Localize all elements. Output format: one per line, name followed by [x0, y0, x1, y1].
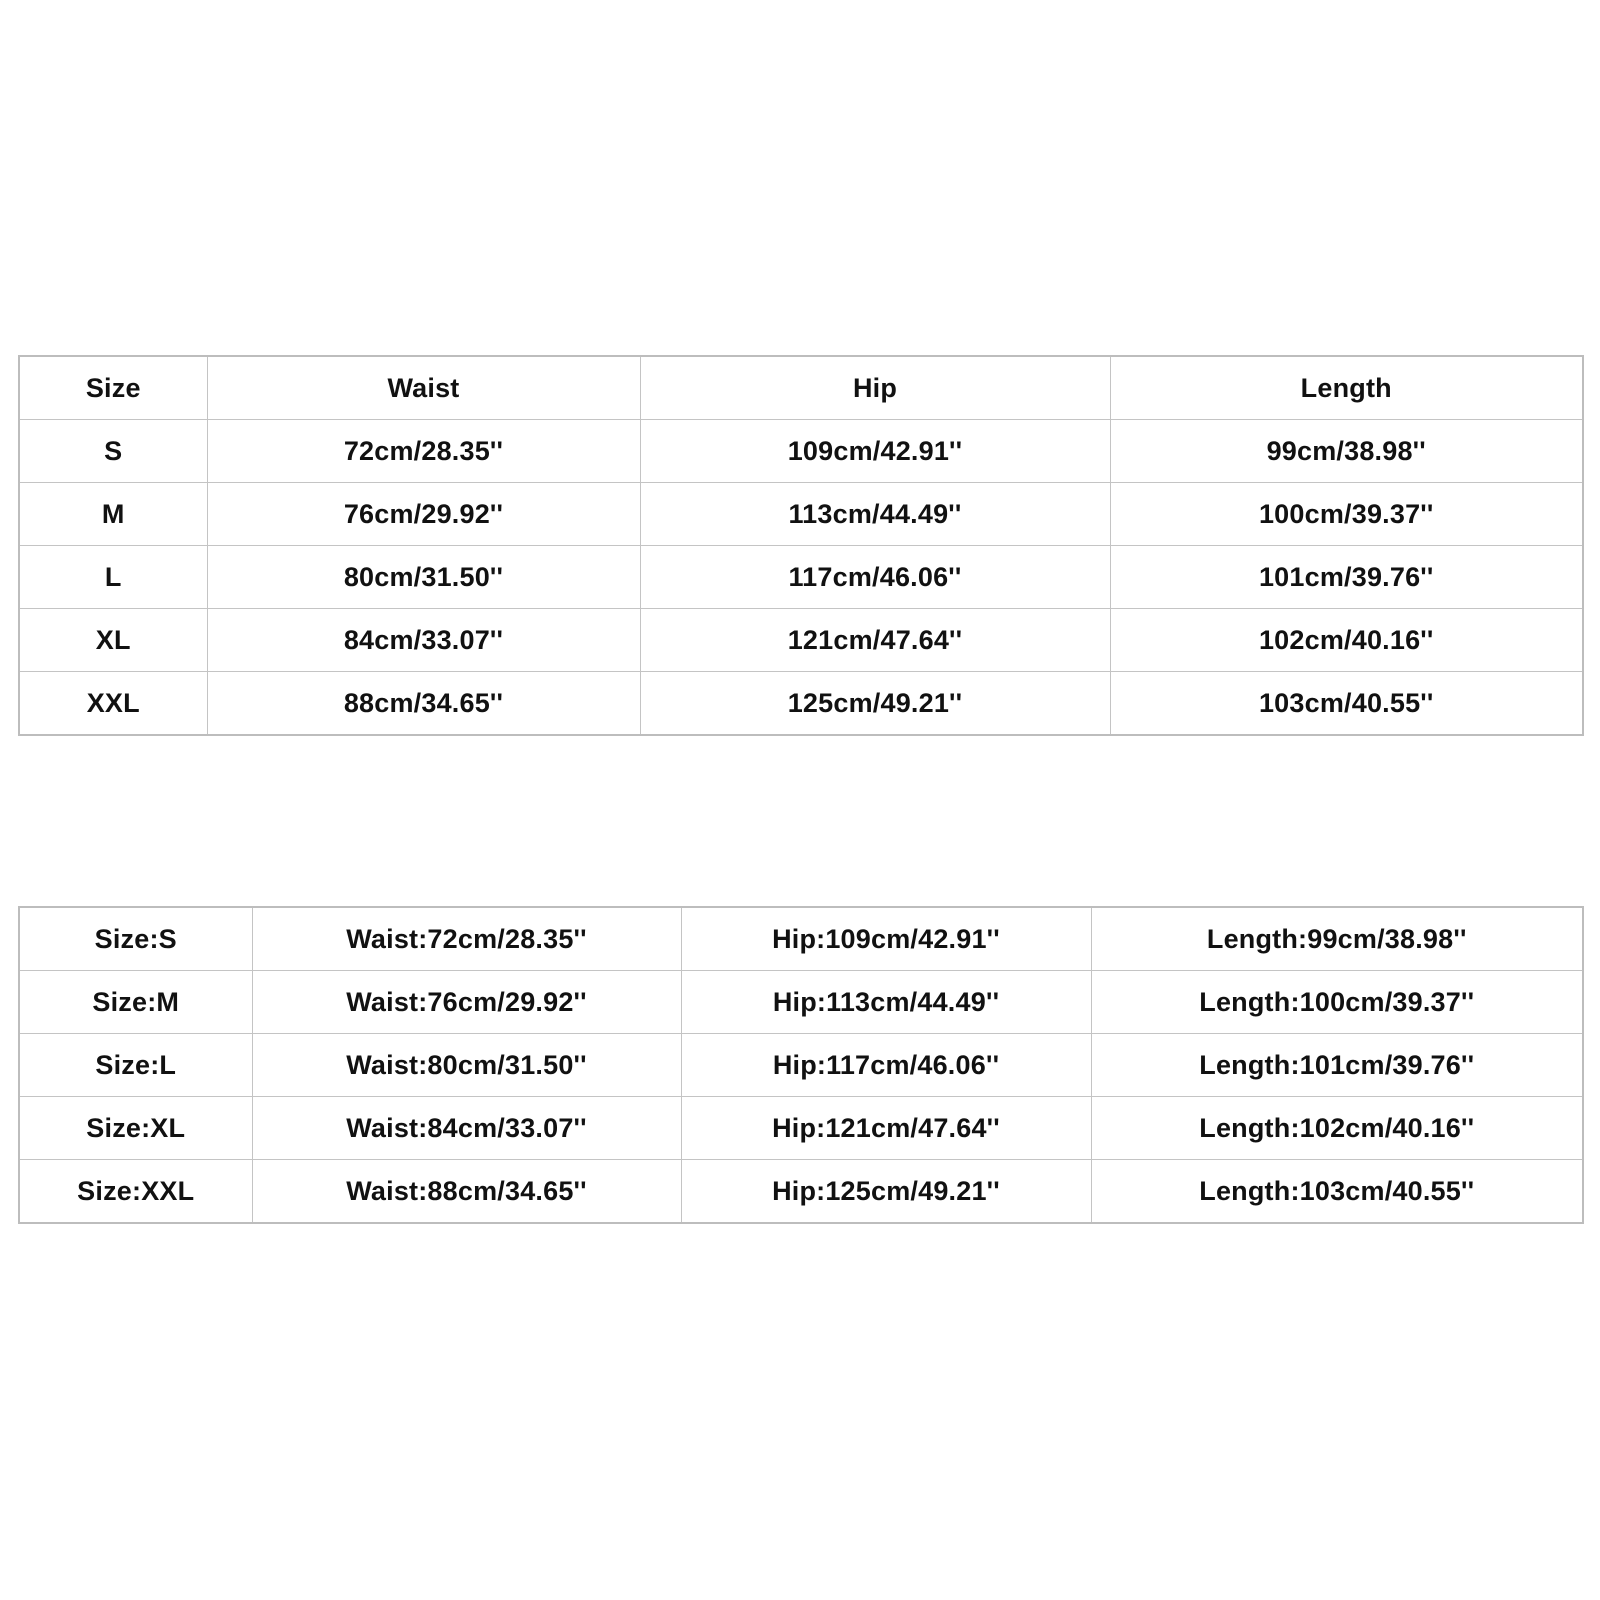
waist-cell: Waist:80cm/31.50''	[252, 1034, 681, 1097]
waist-cell: 84cm/33.07''	[207, 609, 640, 672]
length-cell: 102cm/40.16''	[1110, 609, 1583, 672]
table-row	[19, 672, 1583, 736]
table-row	[19, 1160, 1583, 1224]
waist-cell: 80cm/31.50''	[207, 546, 640, 609]
waist-cell: Waist:76cm/29.92''	[252, 971, 681, 1034]
length-cell: Length:103cm/40.55''	[1091, 1160, 1583, 1224]
size-cell: Size:S	[19, 907, 252, 971]
hip-cell: Hip:117cm/46.06''	[681, 1034, 1091, 1097]
table-row	[19, 907, 1583, 971]
size-cell: XL	[19, 609, 207, 672]
waist-cell: 88cm/34.65''	[207, 672, 640, 736]
hip-cell: 117cm/46.06''	[640, 546, 1110, 609]
length-cell: Length:99cm/38.98''	[1091, 907, 1583, 971]
header-size: Size	[19, 356, 207, 420]
length-cell: Length:101cm/39.76''	[1091, 1034, 1583, 1097]
hip-cell: 121cm/47.64''	[640, 609, 1110, 672]
table-row	[19, 420, 1583, 483]
waist-cell: Waist:84cm/33.07''	[252, 1097, 681, 1160]
size-cell: S	[19, 420, 207, 483]
waist-cell: Waist:72cm/28.35''	[252, 907, 681, 971]
size-cell: Size:XXL	[19, 1160, 252, 1224]
size-cell: Size:M	[19, 971, 252, 1034]
waist-cell: 72cm/28.35''	[207, 420, 640, 483]
hip-cell: 125cm/49.21''	[640, 672, 1110, 736]
table-row	[19, 483, 1583, 546]
header-waist: Waist	[207, 356, 640, 420]
size-cell: Size:L	[19, 1034, 252, 1097]
table-row	[19, 609, 1583, 672]
length-cell: 99cm/38.98''	[1110, 420, 1583, 483]
hip-cell: Hip:109cm/42.91''	[681, 907, 1091, 971]
length-cell: 101cm/39.76''	[1110, 546, 1583, 609]
size-list-table	[18, 906, 1584, 1224]
size-cell: M	[19, 483, 207, 546]
size-cell: L	[19, 546, 207, 609]
header-length: Length	[1110, 356, 1583, 420]
table-row	[19, 1097, 1583, 1160]
hip-cell: Hip:125cm/49.21''	[681, 1160, 1091, 1224]
table-row	[19, 971, 1583, 1034]
hip-cell: Hip:113cm/44.49''	[681, 971, 1091, 1034]
size-cell: Size:XL	[19, 1097, 252, 1160]
hip-cell: 113cm/44.49''	[640, 483, 1110, 546]
length-cell: 103cm/40.55''	[1110, 672, 1583, 736]
length-cell: Length:100cm/39.37''	[1091, 971, 1583, 1034]
header-hip: Hip	[640, 356, 1110, 420]
waist-cell: 76cm/29.92''	[207, 483, 640, 546]
waist-cell: Waist:88cm/34.65''	[252, 1160, 681, 1224]
table-row	[19, 546, 1583, 609]
hip-cell: 109cm/42.91''	[640, 420, 1110, 483]
table-header-row	[19, 356, 1583, 420]
size-cell: XXL	[19, 672, 207, 736]
size-chart-table	[18, 355, 1584, 736]
table-row	[19, 1034, 1583, 1097]
length-cell: 100cm/39.37''	[1110, 483, 1583, 546]
hip-cell: Hip:121cm/47.64''	[681, 1097, 1091, 1160]
length-cell: Length:102cm/40.16''	[1091, 1097, 1583, 1160]
